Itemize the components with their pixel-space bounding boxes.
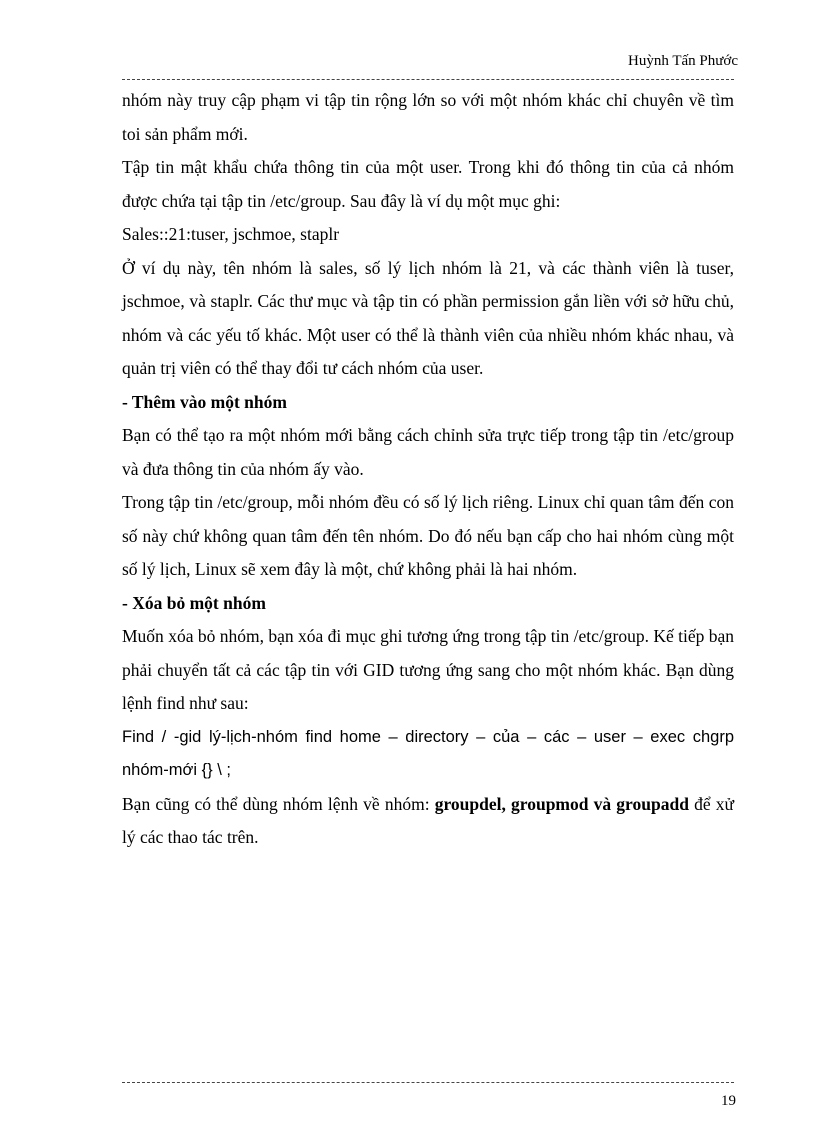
paragraph: Ở ví dụ này, tên nhóm là sales, số lý lịch nhóm là 21, và các thành viên là tuser, jschmoe, và staplr. Các thư mục và tập tin có phần permission gắn liền với sở hữu chủ, nhóm và các yếu tố khác. Một user có thể là thành viên của nhiều nhóm khác nhau, và quản trị viên có thể thay đổi tư cách nhóm của user.	[122, 257, 734, 378]
paragraph: Muốn xóa bỏ nhóm, bạn xóa đi mục ghi tương ứng trong tập tin /etc/group. Kế tiếp bạn phải chuyển tất cả các tập tin với GID tương ứng sang cho một nhóm khác. Bạn dùng lệnh find như sau:	[122, 626, 734, 713]
paragraph: Bạn có thể tạo ra một nhóm mới bằng cách chỉnh sửa trực tiếp trong tập tin /etc/group và đưa thông tin của nhóm ấy vào.	[122, 425, 734, 479]
paragraph-text: Bạn cũng có thể dùng nhóm lệnh về nhóm:	[122, 793, 435, 814]
document-body	[122, 84, 734, 855]
paragraph: Trong tập tin /etc/group, mỗi nhóm đều có số lý lịch riêng. Linux chỉ quan tâm đến con số này chứ không quan tâm đến tên nhóm. Do đó nếu bạn cấp cho hai nhóm cùng một số lý lịch, Linux sẽ xem đây là một, chứ không phải là hai nhóm.	[122, 492, 734, 579]
paragraph: nhóm này truy cập phạm vi tập tin rộng lớn so với một nhóm khác chỉ chuyên về tìm toi sản phẩm mới.	[122, 90, 734, 144]
page-header-author: Huỳnh Tấn Phước	[628, 53, 738, 69]
section-heading-delete-group: - Xóa bỏ một nhóm	[122, 592, 266, 613]
example-entry: Sales::21:tuser, jschmoe, staplr	[122, 224, 340, 244]
command-example: Find / -gid lý-lịch-nhóm find home – directory – của – các – user – exec chgrp nhóm-mới {} \ ;	[122, 727, 734, 779]
page-number: 19	[721, 1093, 736, 1109]
paragraph	[122, 788, 734, 855]
footer-divider	[122, 1082, 734, 1083]
header-divider	[122, 79, 734, 80]
command-names: groupdel, groupmod và groupadd	[434, 793, 689, 814]
section-heading-add-group: - Thêm vào một nhóm	[122, 391, 287, 412]
paragraph: Tập tin mật khẩu chứa thông tin của một user. Trong khi đó thông tin của cả nhóm được chứa tại tập tin /etc/group. Sau đây là ví dụ một mục ghi:	[122, 157, 734, 211]
paragraph-text: để xử lý các thao tác trên.	[122, 793, 734, 847]
